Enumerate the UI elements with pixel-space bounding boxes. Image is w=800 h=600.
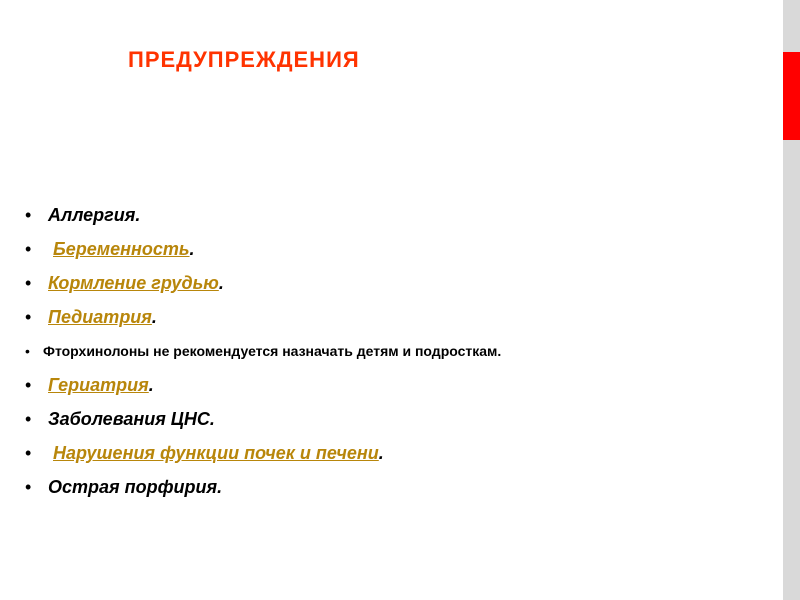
item-suffix: .	[218, 273, 224, 293]
list-item-porphyria	[25, 470, 775, 504]
list-item-cns-diseases	[25, 402, 775, 436]
list-item-pediatrics	[25, 300, 775, 334]
list-item-pregnancy	[25, 232, 775, 266]
item-text: Заболевания ЦНС.	[48, 409, 215, 429]
item-suffix: .	[378, 443, 384, 463]
item-text: Аллергия.	[48, 205, 141, 225]
breastfeeding-link[interactable]: Кормление грудью	[48, 273, 219, 293]
list-item-geriatrics	[25, 368, 775, 402]
item-suffix: .	[151, 307, 157, 327]
warnings-list	[25, 198, 775, 504]
list-item-fluoroquinolones-note	[25, 334, 775, 368]
right-accent-bar	[783, 52, 800, 140]
pregnancy-link[interactable]: Беременность	[53, 239, 190, 259]
item-suffix: .	[148, 375, 154, 395]
list-item-breastfeeding	[25, 266, 775, 300]
list-item-allergy	[25, 198, 775, 232]
geriatrics-link[interactable]: Гериатрия	[48, 375, 149, 395]
item-suffix: .	[189, 239, 195, 259]
pediatrics-link[interactable]: Педиатрия	[48, 307, 152, 327]
kidney-liver-link[interactable]: Нарушения функции почек и печени	[53, 443, 379, 463]
list-item-kidney-liver	[25, 436, 775, 470]
slide-title: ПРЕДУПРЕЖДЕНИЯ	[128, 47, 360, 72]
item-text: Фторхинолоны не рекомендуется назначать детям и подросткам.	[43, 343, 502, 359]
item-text: Острая порфирия.	[48, 477, 223, 497]
